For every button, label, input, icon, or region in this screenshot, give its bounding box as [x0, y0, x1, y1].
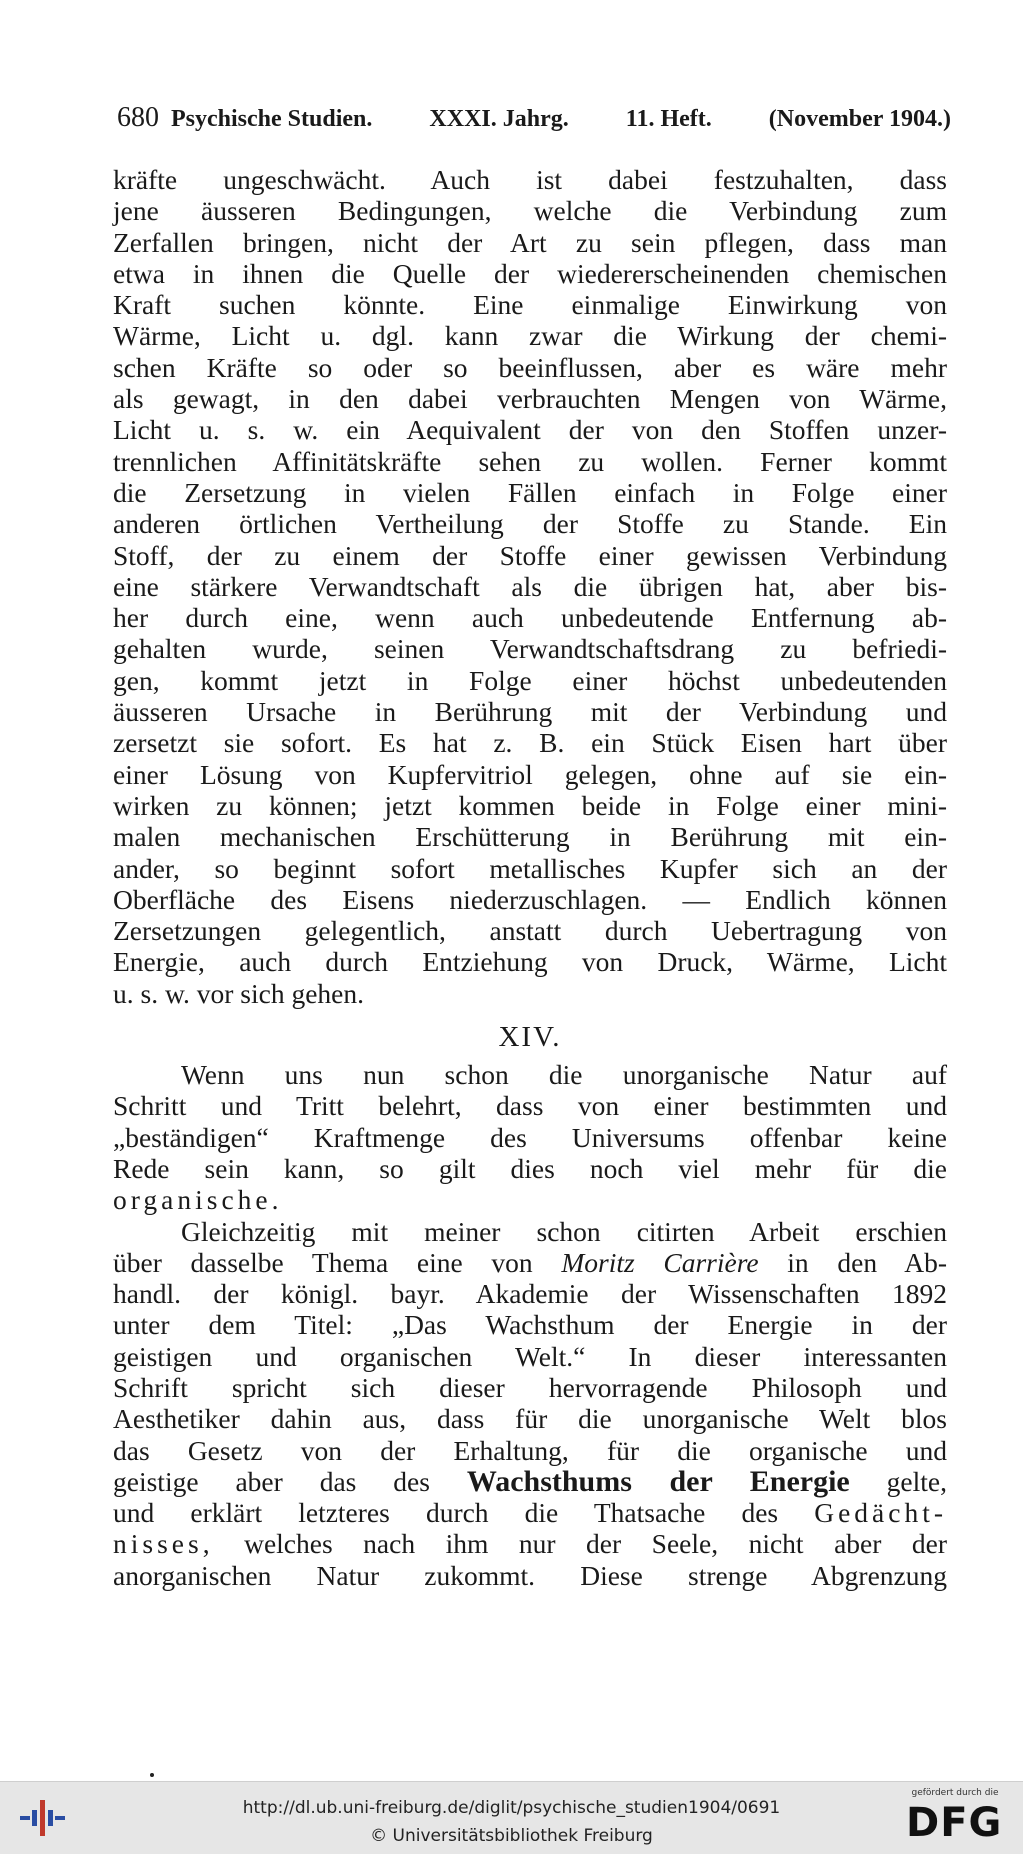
issue-date: (November 1904.) — [768, 106, 951, 132]
text-line: gen, kommt jetzt in Folge einer höchst unbedeutenden — [113, 664, 947, 696]
page-body — [113, 164, 947, 1591]
text-line: schen Kräfte so oder so beeinflussen, aber es wäre mehr — [113, 351, 947, 383]
text-line: Zerfallen bringen, nicht der Art zu sein pflegen, dass man — [113, 226, 947, 258]
text-line: Licht u. s. w. ein Aequivalent der von den Stoffen unzer- — [113, 414, 947, 446]
text-line: trennlichen Affinitätskräfte sehen zu wollen. Ferner kommt — [113, 445, 947, 477]
issue-label: 11. Heft. — [625, 106, 712, 132]
text-line: eine stärkere Verwandtschaft als die übrigen hat, aber bis- — [113, 570, 947, 602]
text-line: Gleichzeitig mit meiner schon citirten Arbeit erschien — [181, 1215, 947, 1247]
text-line: Zersetzungen gelegentlich, anstatt durch Uebertragung von — [113, 915, 947, 947]
text-line: Energie, auch durch Entziehung von Druck, Wärme, Licht — [113, 946, 947, 978]
text-line: Aesthetiker dahin aus, dass für die unorganische Welt blos — [113, 1403, 947, 1435]
dfg-logo — [896, 1788, 1014, 1848]
running-header — [117, 102, 951, 138]
footer-bar — [0, 1781, 1023, 1854]
text-line: gehalten wurde, seinen Verwandtschaftsdrang zu befriedi- — [113, 633, 947, 665]
dfg-tagline: gefördert durch die — [911, 1788, 999, 1798]
text-line — [113, 1497, 947, 1528]
text-fragment: geistige aber das des — [113, 1465, 430, 1497]
text-line — [113, 1247, 947, 1278]
text-line: her durch eine, wenn auch unbedeutende Entfernung ab- — [113, 602, 947, 634]
page-number: 680 — [117, 102, 159, 133]
text-line: kräfte ungeschwächt. Auch ist dabei festzuhalten, dass — [113, 164, 947, 195]
text-line: ander, so beginnt sofort metallisches Kupfer sich an der — [113, 852, 947, 884]
text-line: malen mechanischen Erschütterung in Berührung mit ein- — [113, 821, 947, 853]
text-line: Rede sein kann, so gilt dies noch viel mehr für die — [113, 1152, 947, 1184]
volume-label: XXXI. Jahrg. — [429, 106, 569, 132]
text-line: wirken zu können; jetzt kommen beide in Folge einer mini- — [113, 789, 947, 821]
text-fragment: welches nach ihm nur der Seele, nicht aber der — [244, 1528, 948, 1560]
author-name: Moritz Carrière — [561, 1246, 759, 1278]
paragraph-carriere — [113, 1216, 947, 1592]
dfg-mark: DFG — [906, 1800, 1003, 1846]
text-fragment: in den Ab- — [787, 1246, 948, 1278]
text-line: Schrift spricht sich dieser hervorragende Philosoph und — [113, 1371, 947, 1403]
text-line: geistigen und organischen Welt.“ In dieser interessanten — [113, 1340, 947, 1372]
text-line: zersetzt sie sofort. Es hat z. B. ein Stück Eisen hart über — [113, 727, 947, 759]
text-line — [113, 1466, 947, 1497]
running-title — [171, 106, 951, 133]
bold-phrase: Wachsthums der Energie — [466, 1464, 850, 1498]
text-line: Wenn uns nun schon die unorganische Natur auf — [181, 1059, 947, 1091]
journal-title: Psychische Studien. — [171, 106, 373, 132]
text-line — [113, 1184, 947, 1215]
emphasized-word: nisses, — [113, 1528, 214, 1560]
paragraph-section-opening — [113, 1059, 947, 1215]
text-line: etwa in ihnen die Quelle der wiedererscheinenden chemischen — [113, 257, 947, 289]
text-line: anderen örtlichen Vertheilung der Stoffe zu Stande. Ein — [113, 508, 947, 540]
emphasized-word: Gedächt- — [814, 1497, 947, 1529]
text-line: die Zersetzung in vielen Fällen einfach in Folge einer — [113, 476, 947, 508]
text-line: anorganischen Natur zukommt. Diese strenge Abgrenzung — [113, 1559, 947, 1591]
text-line: einer Lösung von Kupfervitriol gelegen, ohne auf sie ein- — [113, 758, 947, 790]
paragraph-continued — [113, 164, 947, 1009]
text-line: das Gesetz von der Erhaltung, für die organische und — [113, 1434, 947, 1466]
document-url[interactable]: http://dl.ub.uni-freiburg.de/diglit/psychische_studien1904/0691 — [242, 1798, 781, 1818]
text-line: u. s. w. vor sich gehen. — [113, 977, 365, 1009]
text-fragment: und erklärt letzteres durch die Thatsache des — [113, 1497, 779, 1529]
emphasized-word: organische. — [113, 1184, 283, 1216]
text-line: unter dem Titel: „Das Wachsthum der Energie in der — [113, 1309, 947, 1341]
text-line: jene äusseren Bedingungen, welche die Verbindung zum — [113, 195, 947, 227]
text-line: Stoff, der zu einem der Stoffe einer gewissen Verbindung — [113, 539, 947, 571]
scan-speck — [150, 1773, 154, 1777]
copyright-notice: © Universitätsbibliothek Freiburg — [370, 1826, 653, 1846]
text-line: Schritt und Tritt belehrt, dass von einer bestimmten und — [113, 1090, 947, 1122]
text-line: äusseren Ursache in Berührung mit der Verbindung und — [113, 696, 947, 728]
text-line — [113, 1528, 947, 1559]
text-line: handl. der königl. bayr. Akademie der Wissenschaften 1892 — [113, 1278, 947, 1310]
text-line: Wärme, Licht u. dgl. kann zwar die Wirkung der chemi- — [113, 320, 947, 352]
text-line: „beständigen“ Kraftmenge des Universums offenbar keine — [113, 1121, 947, 1153]
text-line: Kraft suchen könnte. Eine einmalige Einwirkung von — [113, 289, 947, 321]
text-fragment: gelte, — [886, 1465, 947, 1497]
text-fragment: über dasselbe Thema eine von — [113, 1246, 533, 1278]
text-line: als gewagt, in den dabei verbrauchten Mengen von Wärme, — [113, 383, 947, 415]
text-line: Oberfläche des Eisens niederzuschlagen. — Endlich können — [113, 883, 947, 915]
section-heading: XIV. — [498, 1021, 562, 1054]
